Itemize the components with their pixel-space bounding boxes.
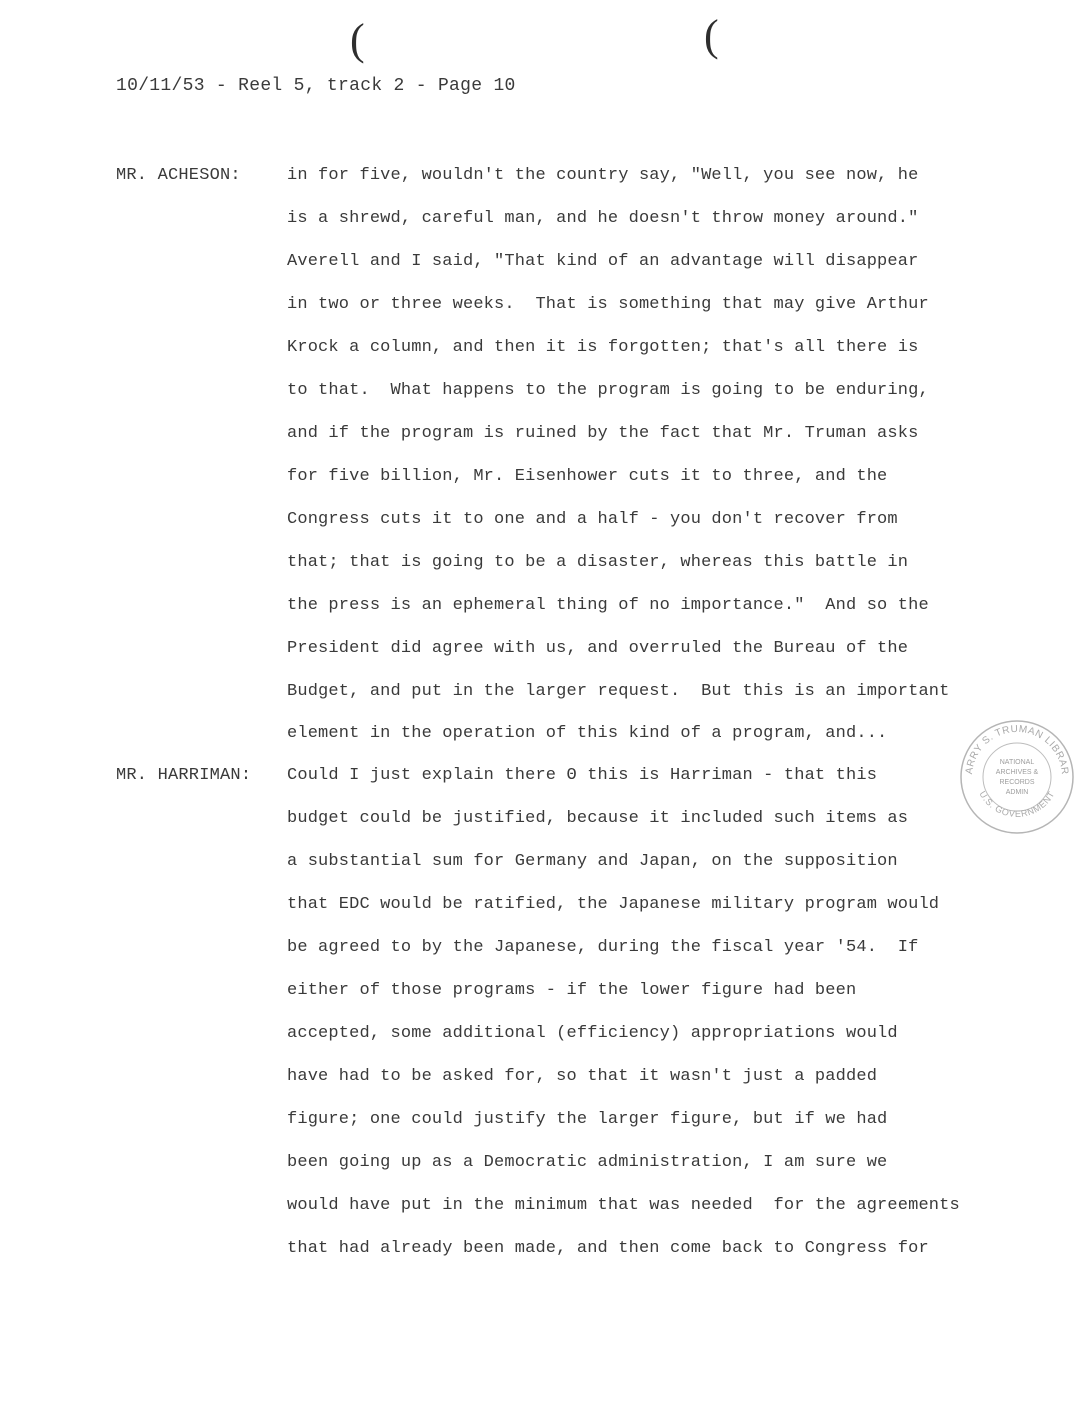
transcript-line: Congress cuts it to one and a half - you don't recover from [287, 510, 898, 529]
speaker-harriman: MR. HARRIMAN: [116, 766, 252, 785]
transcript-line: that had already been made, and then come back to Congress for [287, 1239, 929, 1258]
transcript-line: the press is an ephemeral thing of no importance." And so the [287, 596, 929, 615]
transcript-line: for five billion, Mr. Eisenhower cuts it to three, and the [287, 467, 888, 486]
page-header: 10/11/53 - Reel 5, track 2 - Page 10 [116, 76, 516, 96]
svg-text:NATIONAL: NATIONAL [999, 759, 1035, 766]
transcript-line: that EDC would be ratified, the Japanese military program would [287, 895, 940, 914]
transcript-line: be agreed to by the Japanese, during the fiscal year '54. If [287, 938, 919, 957]
transcript-line: a substantial sum for Germany and Japan, on the supposition [287, 852, 898, 871]
transcript-line: element in the operation of this kind of a program, and... [287, 724, 888, 743]
transcript-line: been going up as a Democratic administration, I am sure we [287, 1153, 888, 1172]
library-stamp [958, 718, 1076, 836]
top-right-mark: ( [704, 11, 719, 60]
transcript-line: have had to be asked for, so that it wasn't just a padded [287, 1067, 878, 1086]
svg-text:HARRY S. TRUMAN LIBRARY: ARRY S. TRUMAN LIBRAR [963, 723, 1071, 776]
transcript-line: in for five, wouldn't the country say, "Well, you see now, he [287, 166, 919, 185]
svg-text:ADMIN: ADMIN [1005, 789, 1029, 796]
transcript-line: to that. What happens to the program is going to be enduring, [287, 381, 929, 400]
transcript-line: and if the program is ruined by the fact that Mr. Truman asks [287, 424, 919, 443]
transcript-line: accepted, some additional (efficiency) appropriations would [287, 1024, 898, 1043]
svg-text:ARCHIVES &: ARCHIVES & [995, 769, 1039, 776]
transcript-line: Averell and I said, "That kind of an advantage will disappear [287, 252, 919, 271]
transcript-line: Krock a column, and then it is forgotten; that's all there is [287, 338, 919, 357]
svg-text:U.S. GOVERNMENT: U.S. GOVERNMENT [977, 789, 1057, 819]
top-left-mark: ( [350, 15, 365, 64]
transcript-line: budget could be justified, because it included such items as [287, 809, 909, 828]
speaker-acheson: MR. ACHESON: [116, 166, 241, 185]
transcript-line: either of those programs - if the lower figure had been [287, 981, 857, 1000]
transcript-line: would have put in the minimum that was needed for the agreements [287, 1196, 960, 1215]
svg-text:RECORDS: RECORDS [999, 779, 1035, 786]
transcript-line: President did agree with us, and overruled the Bureau of the [287, 639, 909, 658]
transcript-line: Could I just explain there Θ this is Harriman - that this [287, 766, 878, 785]
transcript-line: Budget, and put in the larger request. But this is an important [287, 682, 950, 701]
transcript-line: that; that is going to be a disaster, whereas this battle in [287, 553, 909, 572]
transcript-line: in two or three weeks. That is something that may give Arthur [287, 295, 929, 314]
transcript-line: figure; one could justify the larger figure, but if we had [287, 1110, 888, 1129]
transcript-line: is a shrewd, careful man, and he doesn't throw money around." [287, 209, 919, 228]
